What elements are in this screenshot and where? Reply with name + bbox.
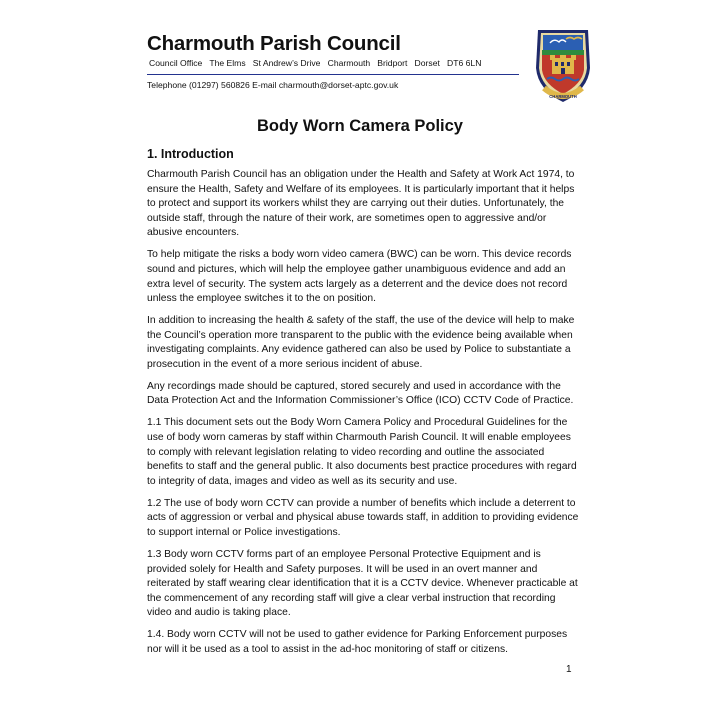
crest-motto: CHARMOUTH bbox=[549, 94, 577, 99]
paragraph: 1.3 Body worn CCTV forms part of an employee Personal Protective Equipment and is provided solely for Health and Safety purposes. It will be used in an overt manner and reiterated by staff wearing clear identification that it is a CCTV device. Whenever practicable at the commencement of any recording staff will give a clear verbal instruction that recording video and audio is taking place. bbox=[147, 549, 578, 619]
council-address: Council Office The Elms St Andrew’s Drive Charmouth Bridport Dorset DT6 6LN bbox=[149, 58, 482, 68]
section-heading: 1. Introduction bbox=[147, 147, 234, 161]
paragraph: 1.1 This document sets out the Body Worn Camera Policy and Procedural Guidelines for the use of body worn cameras by staff within Charmouth Parish Council. It will enable employees to comply with relevant legislation relating to video recording and outline the associated benefits to staff and the general public. It also documents best practice procedures with regard to integrity of data, images and video as well as its security and use. bbox=[147, 417, 577, 487]
paragraph: Any recordings made should be captured, stored securely and used in accordance with the Data Protection Act and the Information Commissioner’s Office (ICO) CCTV Code of Practice. bbox=[147, 380, 574, 407]
document-title: Body Worn Camera Policy bbox=[256, 117, 463, 135]
paragraph: To help mitigate the risks a body worn video camera (BWC) can be worn. This device records sound and pictures, which will help the employee gather unambiguous evidence and add an extra level of security. The system acts largely as a deterrent and the device does not record unless the employee switches it to the on position. bbox=[147, 249, 572, 305]
header-rule bbox=[147, 74, 519, 75]
paragraph: Charmouth Parish Council has an obligation under the Health and Safety at Work Act 1974, to ensure the Health, Safety and Welfare of its employees. It is particularly important that it helps to protect and support its workers whilst they are carrying out their duties. Unfortunately, the outside staff, through the nature of their work, are sometimes open to aggressive and/or abusive encounters. bbox=[147, 169, 575, 239]
contact-details: Telephone (01297) 560826 E-mail charmouth@dorset-aptc.gov.uk bbox=[147, 80, 399, 90]
paragraph: 1.2 The use of body worn CCTV can provide a number of benefits which include a deterrent to acts of aggression or verbal and physical abuse towards staff, in addition to providing evidence to support internal or Police investigations. bbox=[147, 497, 579, 539]
organisation-name: Charmouth Parish Council bbox=[147, 32, 401, 55]
body-text bbox=[147, 168, 579, 665]
page-number: 1 bbox=[566, 664, 572, 675]
paragraph: In addition to increasing the health & safety of the staff, the use of the device will help to make the Council’s operation more transparent to the public with the evidence being available when investigating complaints. Any evidence gathered can also be used by Police to substantiate a prosecution in the event of a more serious incident of abuse. bbox=[147, 315, 575, 370]
parish-crest-icon bbox=[530, 24, 596, 104]
paragraph: 1.4. Body worn CCTV will not be used to gather evidence for Parking Enforcement purposes nor will it be used as a tool to assist in the ad-hoc monitoring of staff or citizens. bbox=[147, 629, 568, 655]
